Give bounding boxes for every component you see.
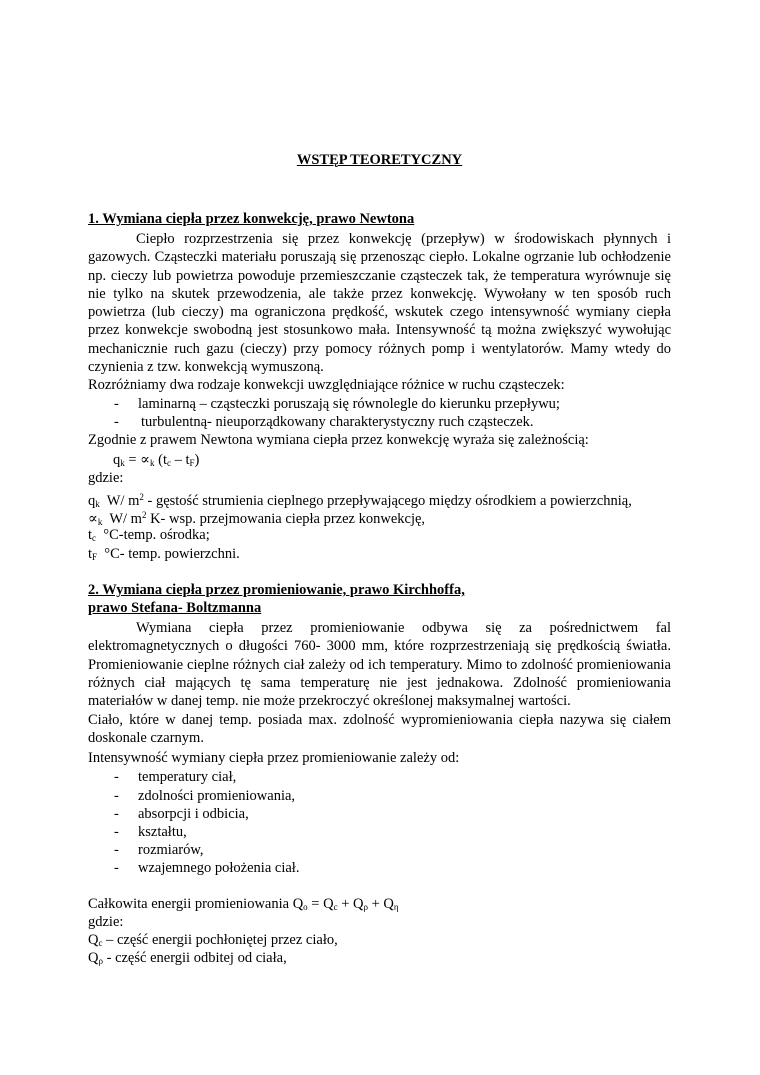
where-label-2: gdzie:: [88, 914, 124, 930]
section1-intro: Ciepło rozprzestrzenia się przez konwekcję (przepływ) w środowiskach płynnych i gazowych. Cząsteczki materiału poruszają się przenosząc ciepło. Lokalne ogrzanie lub ochłodzenie np. cieczy lub powietrza powoduje przemieszczanie cząsteczek tak, że temperatura wyrównuje się nie tylko na skutek przewodzenia, ale także przez konwekcję. Wywołany w ten sposób ruch powietrza (lub cieczy) ma ograniczona prędkość, wskutek czego intensywność wymiany ciepła przez konwekcje swobodną jest stosunkowo mała. Intensywność tą można zwiększyć wywołując mechanicznie ruch gazu (cieczy) przy pomocy różnych pomp i wentylatorów. Mamy wtedy do czynienia z tzw. konwekcją wymuszoną.: [88, 231, 671, 376]
section2-heading-line1: 2. Wymiana ciepła przez promieniowanie, prawo Kirchhoffa,: [88, 582, 465, 598]
definition-qk: $q_k$ W/ $m^2$ - gęstość strumienia cieplnego przepływającego między ośrodkiem a powierzchnią,: [88, 492, 632, 509]
section1-heading: 1. Wymiana ciepła przez konwekcję, prawo Newtona: [88, 211, 415, 227]
list-item: - turbulentną- nieuporządkowany charakterystyczny ruch cząsteczek.: [114, 414, 534, 430]
newton-formula: $q_k = \propto_k$ $(t_c - t_F)$: [113, 452, 200, 468]
definition-qc: $Q_c$ – część energii pochłoniętej przez ciało,: [88, 932, 338, 948]
list-item: - temperatury ciał,: [114, 769, 237, 785]
list-item: - absorpcji i odbicia,: [114, 806, 249, 822]
section2-intro: Wymiana ciepła przez promieniowanie odbywa się za pośrednictwem fal elektromagnetycznych o długości 760- 3000 mm, które rozprzestrzeniają się prędkością światła. Promieniowanie cieplne różnych ciał zależy od ich temperatury. Mimo to zdolność promieniowania różnych ciał mających tę sama temperaturę nie jest jednakowa. Zdolność promieniowania materiałów w danej temp. nie może przekroczyć określonej maksymalnej wartości.: [88, 620, 671, 710]
list-item: - rozmiarów,: [114, 842, 204, 858]
energy-formula: Całkowita energii promieniowania $Q_o = Q_c + Q_\rho + Q_\eta$: [88, 896, 399, 912]
newton-intro: Zgodnie z prawem Newtona wymiana ciepła przez konwekcję wyraża się zależnością:: [88, 432, 589, 448]
definition-tf: $t_F$ °C- temp. powierzchni.: [88, 546, 240, 562]
definition-tc: $t_c$ °C-temp. ośrodka;: [88, 527, 210, 543]
list-item: - kształtu,: [114, 824, 187, 840]
black-body-paragraph: Ciało, które w danej temp. posiada max. zdolność wypromieniowania ciepła nazywa się ciałem doskonale czarnym.: [88, 712, 671, 747]
page-title: WSTĘP TEORETYCZNY: [296, 152, 463, 168]
definition-alpha: $\propto_k$ W/ $m^2$ K- wsp. przejmowania ciepła przez konwekcję,: [88, 510, 426, 527]
factors-intro: Intensywność wymiany ciepła przez promieniowanie zależy od:: [88, 750, 460, 766]
convection-types-intro: Rozróżniamy dwa rodzaje konwekcji uwzględniające różnice w ruchu cząsteczek:: [88, 377, 565, 393]
where-label: gdzie:: [88, 470, 124, 486]
list-item: - laminarną – cząsteczki poruszają się równolegle do kierunku przepływu;: [114, 396, 560, 412]
list-item: - wzajemnego położenia ciał.: [114, 860, 300, 876]
list-item: - zdolności promieniowania,: [114, 788, 296, 804]
section2-heading-line2: prawo Stefana- Boltzmanna: [88, 600, 262, 616]
definition-qrho: $Q_\rho$ - część energii odbitej od ciała,: [88, 950, 287, 966]
